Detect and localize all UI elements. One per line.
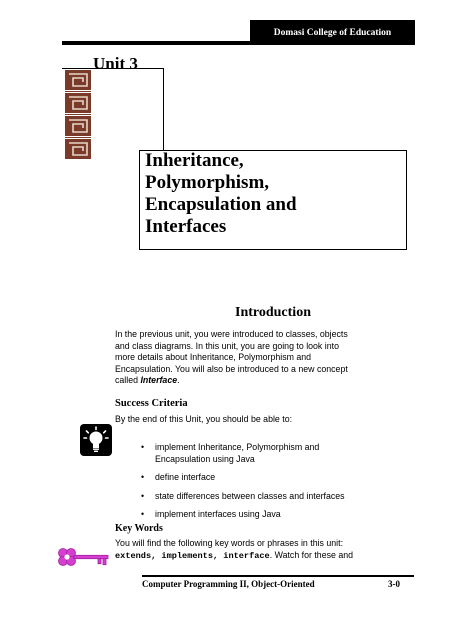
intro-line: more details about Inheritance, Polymorphism and [115,352,312,362]
title-line: Inheritance, [145,150,244,171]
unit-label: Unit 3 [93,54,138,73]
criterion-line: • state differences between classes and interfaces [155,490,345,501]
key-icon [57,545,112,571]
success-criteria-list [155,442,395,528]
intro-last-prefix: called [115,375,141,385]
list-item [155,442,395,465]
intro-line [115,375,405,387]
list-item [155,509,395,521]
title-line: Interfaces [145,216,227,237]
key-words-suffix: . Watch for these and [269,549,354,560]
interface-term: Interface [140,375,178,385]
lightbulb-icon [80,424,112,456]
key-words-paragraph [115,538,415,562]
intro-line: and class diagrams. In this unit, you are going to look into [115,340,339,351]
key-terms: extends, implements, interface [115,550,270,561]
title-line: Polymorphism, [145,172,270,193]
list-item [155,472,395,484]
page-number: 3-0 [388,579,400,589]
unit-title [145,150,405,238]
success-criteria-intro: By the end of this Unit, you should be able to: [115,414,293,424]
list-item [155,491,395,503]
key-words-heading: Key Words [115,523,163,534]
decorative-pattern-icon [65,70,91,160]
institution-name: Domasi College of Education [273,27,392,38]
key-words-line: You will find the following key words or phrases in this unit: [115,538,344,548]
institution-banner [250,20,415,45]
intro-paragraph [115,329,405,387]
criterion-line: • implement interfaces using Java [155,509,281,519]
criterion-line: Encapsulation using Java [155,453,255,464]
footer-course: Computer Programming II, Object-Oriented [142,579,315,589]
title-line: Encapsulation and [145,194,297,215]
criterion-line: • implement Inheritance, Polymorphism and [155,442,320,452]
success-criteria-heading: Success Criteria [115,398,188,409]
intro-heading: Introduction [235,305,311,320]
footer-rule [142,575,414,577]
key-words-line [115,550,415,563]
intro-line: In the previous unit, you were introduced to classes, objects [115,329,348,339]
intro-line: Encapsulation. You will also be introduced to a new concept [115,363,348,374]
intro-last-suffix: . [177,375,180,385]
criterion-line: • define interface [155,472,216,482]
